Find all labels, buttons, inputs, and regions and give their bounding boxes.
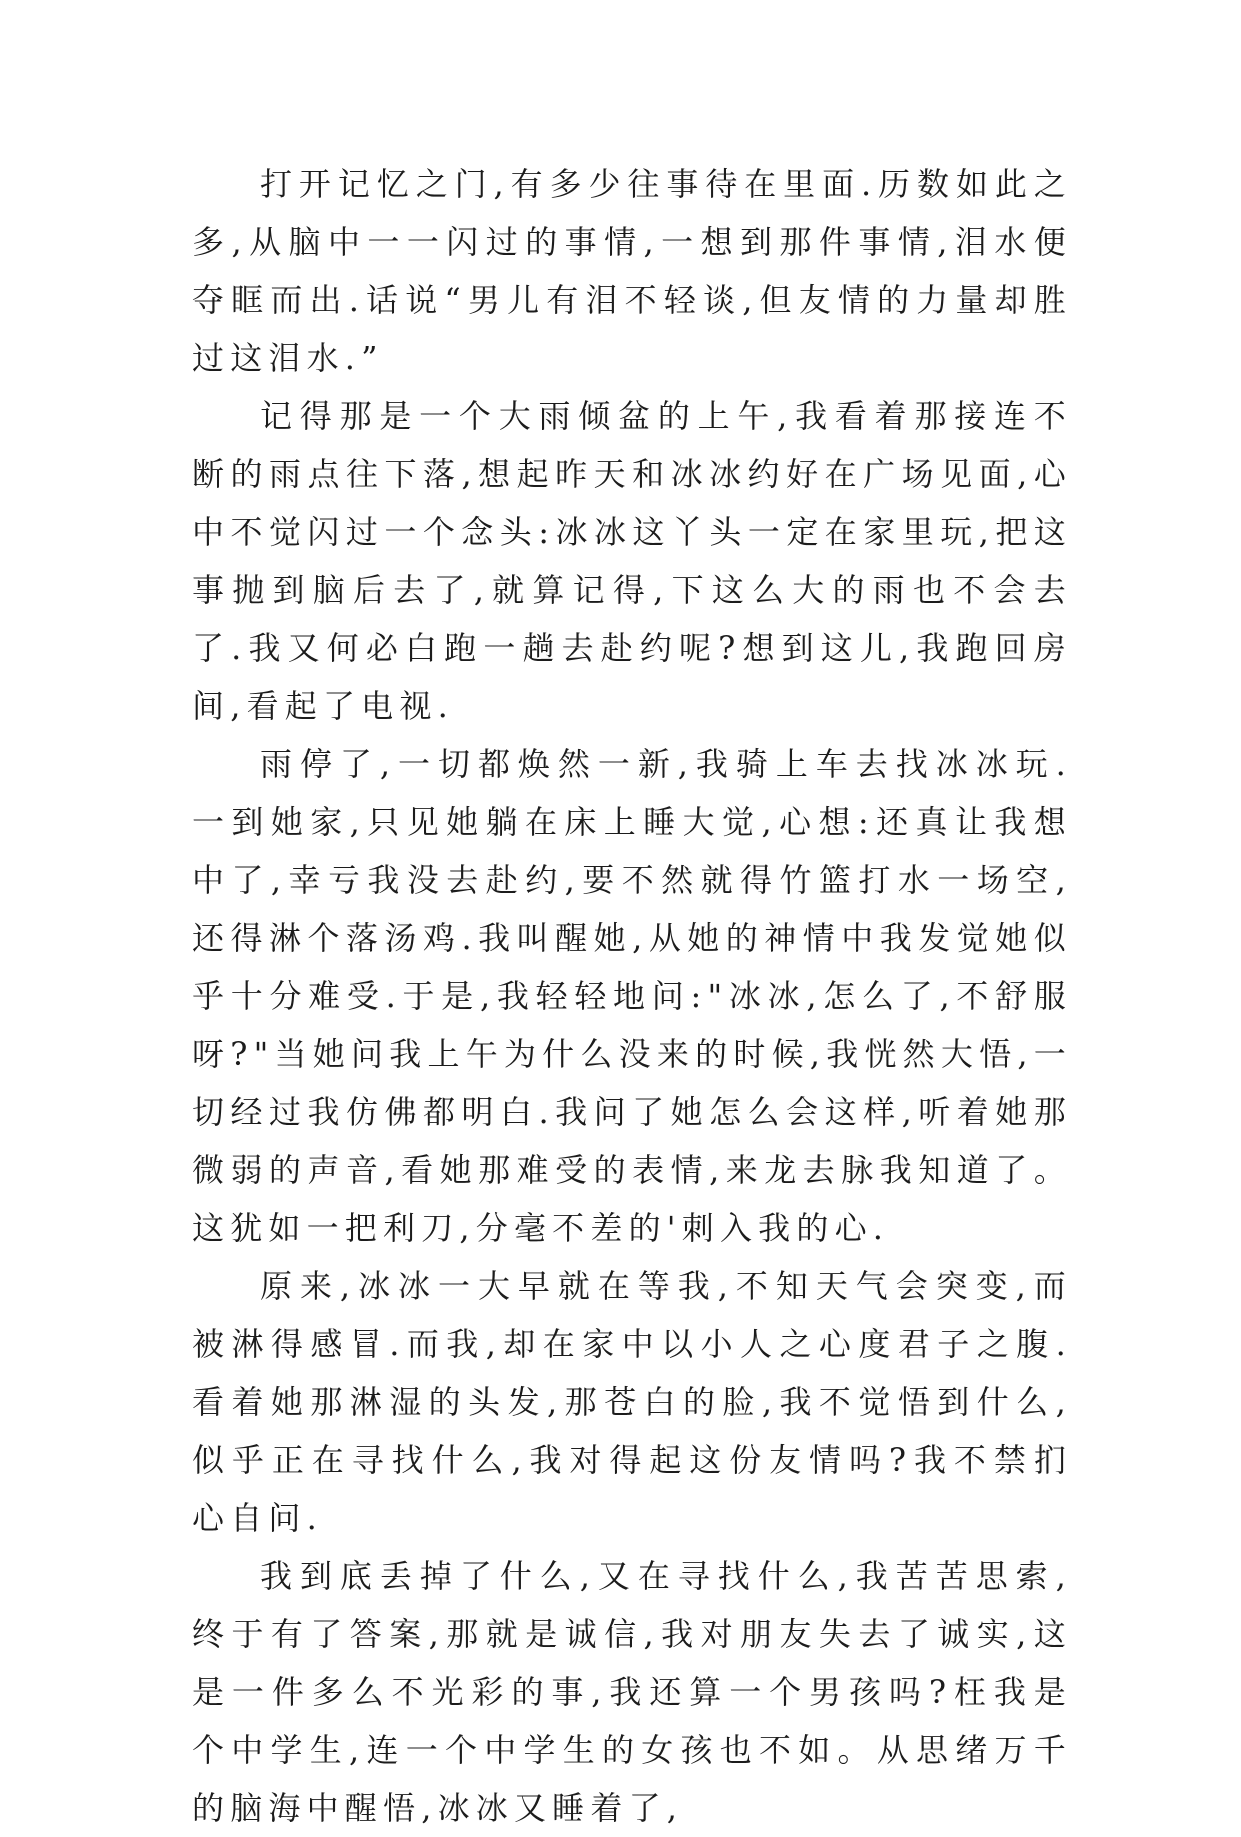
paragraph-5: 我到底丢掉了什么,又在寻找什么,我苦苦思索,终于有了答案,那就是诚信,我对朋友失去了诚实,这是一件多么不光彩的事,我还算一个男孩吗?枉我是个中学生,连一个中学生的女孩也不如。从思绪万千的脑海中醒悟,冰冰又睡着了, bbox=[192, 1557, 1072, 1827]
paragraph-2: 记得那是一个大雨倾盆的上午,我看着那接连不断的雨点往下落,想起昨天和冰冰约好在广场见面,心中不觉闪过一个念头:冰冰这丫头一定在家里玩,把这事抛到脑后去了,就算记得,下这么大的雨也不会去了.我又何必白跑一趟去赴约呢?想到这儿,我跑回房间,看起了电视. bbox=[192, 397, 1072, 725]
document-body bbox=[192, 155, 1072, 1837]
paragraph-4: 原来,冰冰一大早就在等我,不知天气会突变,而被淋得感冒.而我,却在家中以小人之心度君子之腹.看着她那淋湿的头发,那苍白的脸,我不觉悟到什么,似乎正在寻找什么,我对得起这份友情吗?我不禁扪心自问. bbox=[192, 1267, 1072, 1537]
paragraph-1: 打开记忆之门,有多少往事待在里面.历数如此之多,从脑中一一闪过的事情,一想到那件事情,泪水便夺眶而出.话说“男儿有泪不轻谈,但友情的力量却胜过这泪水.” bbox=[192, 165, 1072, 377]
paragraph-3: 雨停了,一切都焕然一新,我骑上车去找冰冰玩.一到她家,只见她躺在床上睡大觉,心想:还真让我想中了,幸亏我没去赴约,要不然就得竹篮打水一场空,还得淋个落汤鸡.我叫醒她,从她的神情中我发觉她似乎十分难受.于是,我轻轻地问:"冰冰,怎么了,不舒服呀?"当她问我上午为什么没来的时候,我恍然大悟,一切经过我仿佛都明白.我问了她怎么会这样,听着她那微弱的声音,看她那难受的表情,来龙去脉我知道了。这犹如一把利刀,分毫不差的'刺入我的心. bbox=[192, 745, 1072, 1247]
